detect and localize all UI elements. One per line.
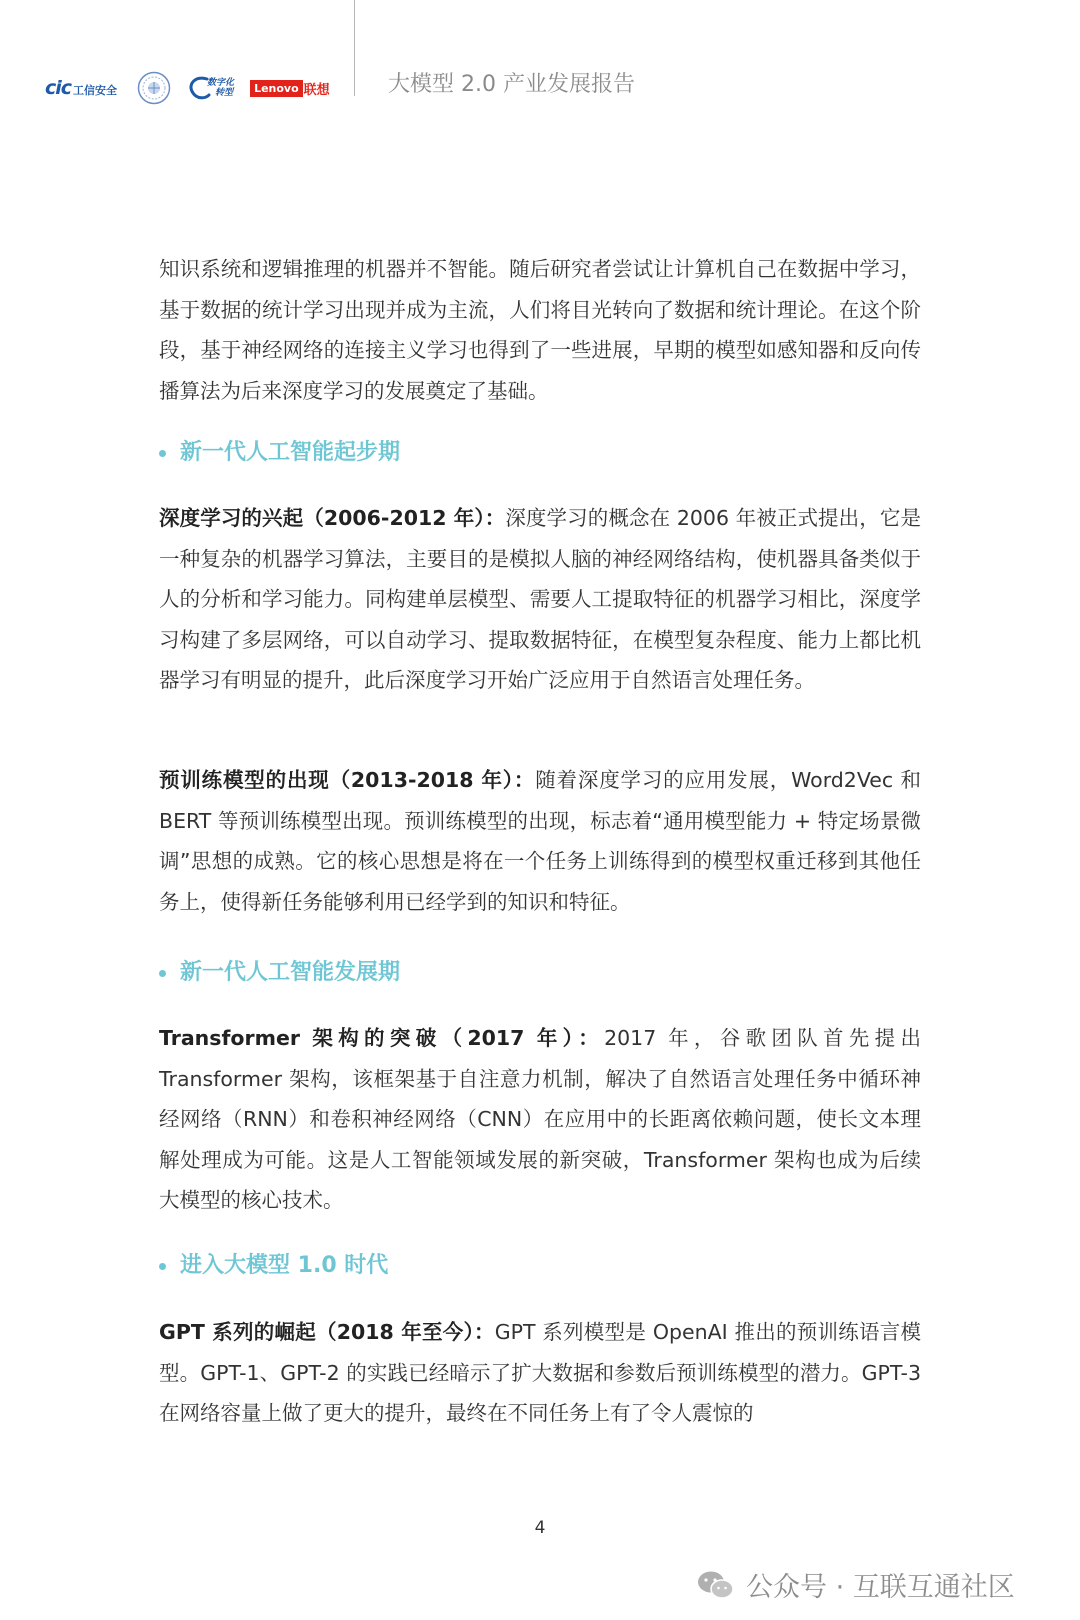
report-title: 大模型 2.0 产业发展报告	[388, 72, 635, 97]
bullet-dot	[159, 450, 166, 457]
lianxiang-wordmark: 联想	[303, 82, 330, 98]
cic-logo	[45, 77, 117, 99]
paragraph-gpt	[159, 1312, 921, 1434]
page-number: 4	[534, 1518, 546, 1538]
lenovo-wordmark: Lenovo	[250, 80, 303, 97]
paragraph-text: 知识系统和逻辑推理的机器并不智能。随后研究者尝试让计算机自己在数据中学习，基于数据的统计学习出现并成为主流，人们将目光转向了数据和统计理论。在这个阶段，基于神经网络的连接主义学习也得到了一些进展，早期的模型如感知器和反向传播算法为后来深度学习的发展奠定了基础。	[159, 257, 921, 403]
wechat-icon	[696, 1569, 736, 1601]
cic-mark: cic	[45, 77, 72, 99]
digital-transformation-logo	[187, 75, 234, 101]
digital-text-2: 转型	[215, 88, 234, 98]
section-heading-startup: 新一代人工智能起步期	[159, 438, 400, 468]
section-heading-llm-1: 进入大模型 1.0 时代	[159, 1251, 388, 1281]
section-heading-development: 新一代人工智能发展期	[159, 958, 400, 988]
paragraph-pretrained	[159, 760, 921, 922]
digital-text-1: 数字化	[207, 78, 235, 88]
paragraph-text: 深度学习的概念在 2006 年被正式提出，它是一种复杂的机器学习算法，主要目的是模拟人脑的神经网络结构，使机器具备类似于人的分析和学习能力。同构建单层模型、需要人工提取特征的机器学习相比，深度学习构建了多层网络，可以自动学习、提取数据特征，在模型复杂程度、能力上都比机器学习有明显的提升，此后深度学习开始广泛应用于自然语言处理任务。	[159, 506, 921, 692]
paragraph-deep-learning	[159, 498, 921, 701]
paragraph-lead: 深度学习的兴起（2006-2012 年）：	[159, 506, 506, 530]
paragraph-lead: GPT 系列的崛起（2018 年至今）：	[159, 1320, 495, 1344]
paragraph-text: 2017 年，谷歌团队首先提出 Transformer 架构，该框架基于自注意力机制，解决了自然语言处理任务中循环神经网络（RNN）和卷积神经网络（CNN）在应用中的长距离依赖问题，使长文本理解处理成为可能。这是人工智能领域发展的新突破，Transformer 架构也成为后续大模型的核心技术。	[159, 1026, 922, 1212]
paragraph-lead: 预训练模型的出现（2013-2018 年）：	[159, 768, 536, 792]
page-header	[0, 0, 1080, 130]
lenovo-logo	[250, 79, 330, 98]
cic-text: 工信安全	[73, 84, 118, 97]
seal-logo-icon	[137, 71, 171, 105]
watermark-text: 公众号 · 互联互通社区	[746, 1572, 1015, 1603]
paragraph-intro	[159, 249, 921, 411]
partner-logos	[45, 70, 330, 106]
paragraph-transformer	[159, 1018, 921, 1221]
bullet-dot	[159, 970, 166, 977]
header-divider	[354, 0, 355, 96]
bullet-dot	[159, 1263, 166, 1270]
paragraph-text: 随着深度学习的应用发展，Word2Vec 和 BERT 等预训练模型出现。预训练模型的出现，标志着“通用模型能力 + 特定场景微调”思想的成熟。它的核心思想是将在一个任务上训练得到的模型权重迁移到其他任务上，使得新任务能够利用已经学到的知识和特征。	[159, 768, 921, 914]
wechat-watermark	[696, 1565, 1015, 1604]
paragraph-lead: Transformer 架构的突破（2017 年）：	[159, 1026, 605, 1050]
paragraph-text: GPT 系列模型是 OpenAI 推出的预训练语言模型。GPT-1、GPT-2 的实践已经暗示了扩大数据和参数后预训练模型的潜力。GPT-3 在网络容量上做了更大的提升，最终在不同任务上有了令人震惊的	[159, 1320, 921, 1425]
